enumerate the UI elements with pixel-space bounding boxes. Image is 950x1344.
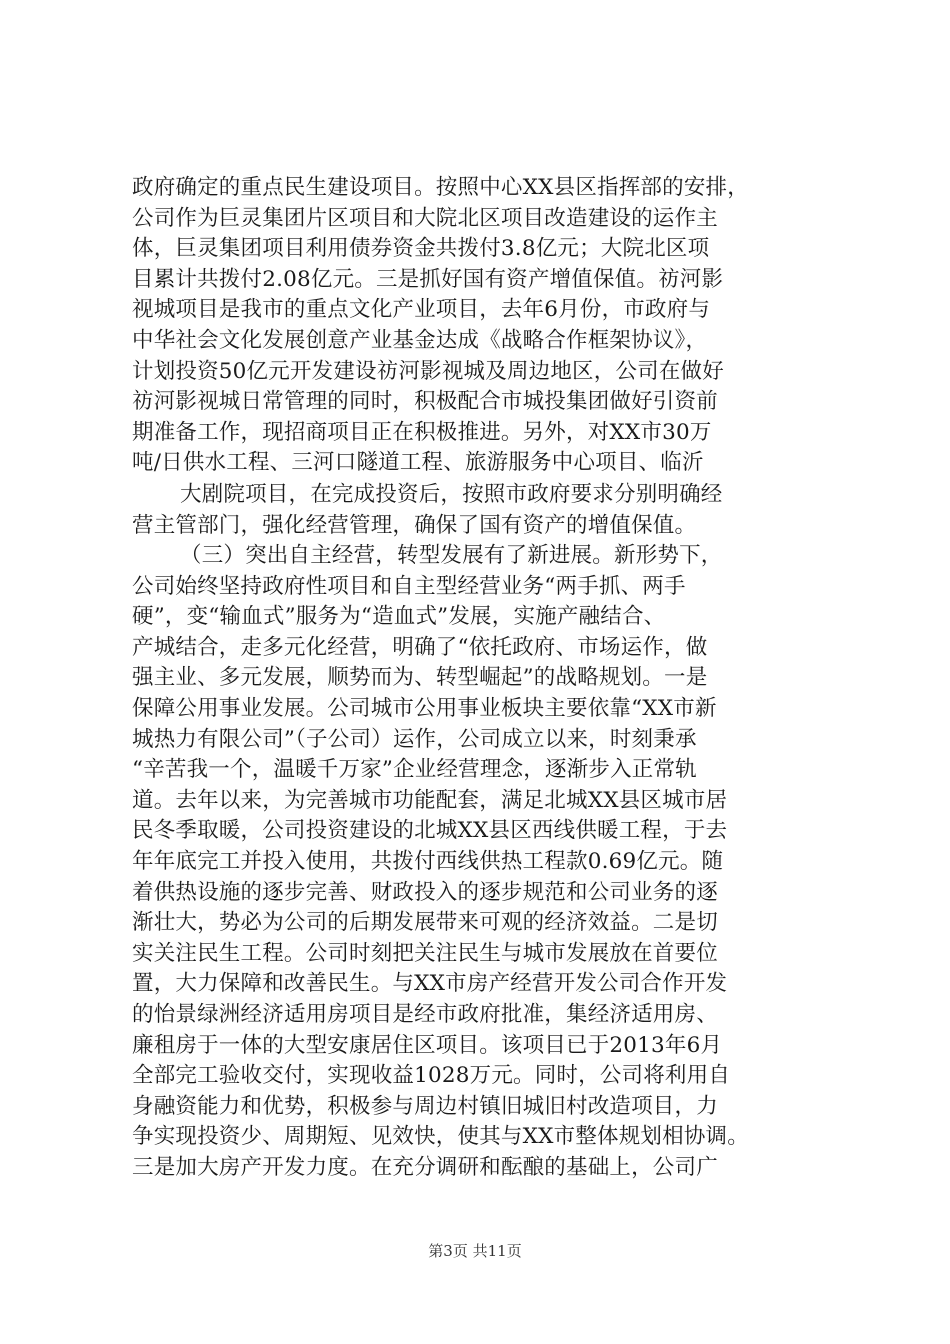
text-line: 强主业、多元发展，顺势而为、转型崛起”的战略规划。一是 [132, 665, 708, 691]
text-line: 城热力有限公司”（子公司）运作，公司成立以来，时刻秉承 [132, 726, 697, 752]
text-line: 营主管部门，强化经营管理，确保了国有资产的增值保值。 [132, 512, 697, 538]
text-line: 身融资能力和优势，积极参与周边村镇旧城旧村改造项目，力 [132, 1093, 718, 1119]
paragraph-continued [132, 173, 822, 479]
text-line: 产城结合，走多元化经营，明确了“依托政府、市场运作，做 [132, 634, 708, 660]
text-line: 民冬季取暖，公司投资建设的北城XX县区西线供暖工程，于去 [132, 818, 728, 844]
text-line: 渐壮大，势必为公司的后期发展带来可观的经济效益。二是切 [132, 910, 718, 936]
text-line: 政府确定的重点民生建设项目。按照中心XX县区指挥部的安排， [132, 175, 749, 200]
text-line: 的怡景绿洲经济适用房项目是经市政府批准，集经济适用房、 [132, 1001, 718, 1027]
text-line: 目累计共拨付2.08亿元。三是抓好国有资产增值保值。祊河影 [132, 266, 724, 292]
text-line: 争实现投资少、周期短、见效快，使其与XX市整体规划相协调。 [132, 1124, 749, 1150]
text-line: 计划投资50亿元开发建设祊河影视城及周边地区，公司在做好 [132, 358, 724, 384]
text-line: 廉租房于一体的大型安康居住区项目。该项目已于2013年6月 [132, 1032, 723, 1058]
text-line: 道。去年以来，为完善城市功能配套，满足北城XX县区城市居 [132, 787, 728, 813]
text-line: 祊河影视城日常管理的同时，积极配合市城投集团做好引资前 [132, 389, 718, 415]
text-line: 全部完工验收交付，实现收益1028万元。同时，公司将利用自 [132, 1063, 731, 1089]
text-line: 视城项目是我市的重点文化产业项目，去年6月份，市政府与 [132, 297, 711, 323]
text-line: 公司始终坚持政府性项目和自主型经营业务“两手抓、两手 [132, 573, 686, 599]
paragraph-section-three [132, 541, 822, 1183]
text-line: 实关注民生工程。公司时刻把关注民生与城市发展放在首要位 [132, 940, 718, 966]
text-line: 保障公用事业发展。公司城市公用事业板块主要依靠“XX市新 [132, 695, 717, 721]
text-line: 着供热设施的逐步完善、财政投入的逐步规范和公司业务的逐 [132, 879, 718, 905]
text-line: 置，大力保障和改善民生。与XX市房产经营开发公司合作开发 [132, 971, 728, 997]
page-number-footer: 第3页 共11页 [428, 1242, 522, 1260]
text-line: 硬”，变“输血式”服务为“造血式”发展，实施产融结合、 [132, 604, 666, 630]
paragraph-theater-project [132, 480, 822, 541]
text-line: 吨/日供水工程、三河口隧道工程、旅游服务中心项目、临沂 [132, 450, 704, 476]
text-line: “辛苦我一个，温暖千万家”企业经营理念，逐渐步入正常轨 [132, 757, 697, 783]
text-line: 年年底完工并投入使用，共拨付西线供热工程款0.69亿元。随 [132, 848, 724, 874]
text-line: 期准备工作，现招商项目正在积极推进。另外，对XX市30万 [132, 419, 712, 445]
text-line: 大剧院项目，在完成投资后，按照市政府要求分别明确经 [180, 482, 723, 507]
text-line: 公司作为巨灵集团片区项目和大院北区项目改造建设的运作主 [132, 205, 718, 231]
section-heading-line: （三）突出自主经营，转型发展有了新进展。新形势下， [180, 543, 723, 568]
text-line: 体，巨灵集团项目利用债券资金共拨付3.8亿元；大院北区项 [132, 236, 710, 262]
text-line: 三是加大房产开发力度。在充分调研和酝酿的基础上，公司广 [132, 1154, 718, 1180]
text-line: 中华社会文化发展创意产业基金达成《战略合作框架协议》， [132, 327, 708, 353]
